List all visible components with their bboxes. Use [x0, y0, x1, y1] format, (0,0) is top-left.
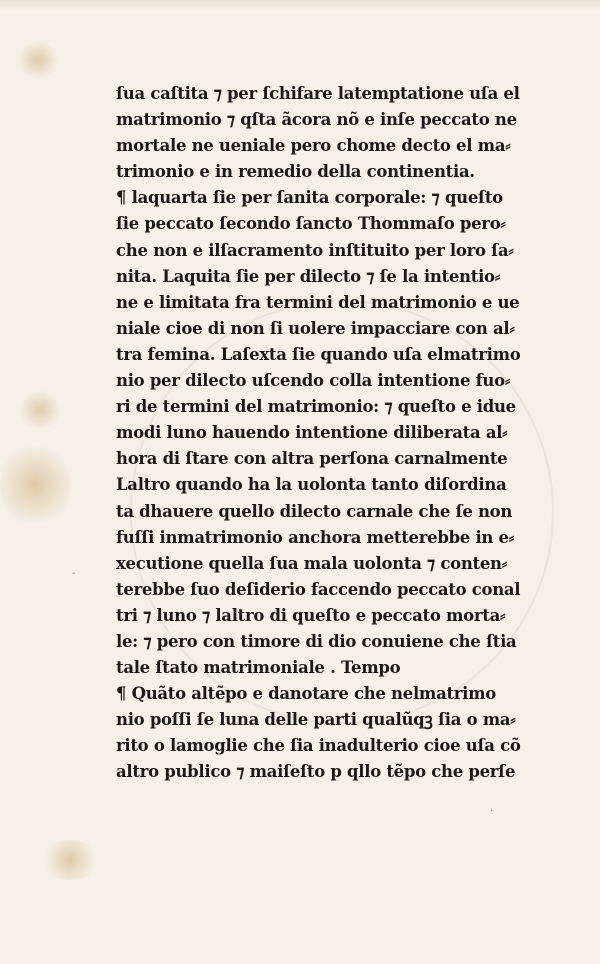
text-line: tale ſtato matrimoniale . Tempo	[116, 658, 401, 678]
text-line: che non e ilſacramento inſtituito per loro ſa⸗	[116, 240, 514, 260]
text-line: le: ⁊ pero con timore di dio conuiene che ſtia	[116, 631, 517, 651]
text-line: nio per dilecto uſcendo colla intentione fuo⸗	[116, 371, 511, 391]
text-line: tra femina. Laſexta ſie quando uſa elmatrimo	[116, 344, 521, 364]
text-line: ¶ laquarta ſie per ſanita corporale: ⁊ queſto	[116, 188, 503, 208]
text-line: ſie peccato ſecondo ſancto Thommaſo pero⸗	[116, 214, 506, 234]
text-line: Laltro quando ha la uolonta tanto diſordina	[116, 475, 507, 495]
paper-stain-left-middle	[20, 390, 60, 430]
text-line: modi luno hauendo intentione diliberata al⸗	[116, 423, 508, 443]
text-line: ne e limitata fra termini del matrimonio e ue	[116, 292, 520, 312]
page-top-edge	[0, 0, 600, 10]
text-line: ta dhauere quello dilecto carnale che ſe non	[116, 501, 513, 521]
text-line: altro publico ⁊ maiſeſto p qllo tẽpo che perſe	[116, 762, 516, 782]
text-line: terebbe ſuo deſiderio faccendo peccato conal	[116, 579, 521, 599]
text-line: ¶ Quãto altẽpo e danotare che nelmatrimo	[116, 684, 497, 704]
text-line: niale cioe di non ſi uolere impacciare con al⸗	[116, 318, 515, 338]
text-line: rito o lamoglie che ſia inadulterio cioe uſa cõ	[116, 736, 521, 756]
paper-stain-bottom-left	[40, 840, 100, 880]
text-line: trimonio e in remedio della continentia.	[116, 162, 475, 182]
text-line: nio poſſi ſe luna delle parti qualũqꝫ ſia o ma⸗	[116, 710, 516, 730]
text-column	[116, 81, 536, 786]
text-line: matrimonio ⁊ qſta ãcora nõ e inſe peccato ne	[116, 110, 517, 130]
text-line: tri ⁊ luno ⁊ laltro di queſto e peccato morta⸗	[116, 605, 506, 625]
text-line: fuſſi inmatrimonio anchora metterebbe in e⸗	[116, 527, 514, 547]
text-line: ſua caſtita ⁊ per ſchifare latemptatione uſa el	[116, 84, 520, 103]
paper-stain-left-edge	[0, 440, 70, 530]
margin-mark: ·	[490, 806, 494, 817]
text-line: xecutione quella ſua mala uolonta ⁊ conten⸗	[116, 553, 507, 573]
margin-mark: -	[72, 568, 76, 579]
paper-stain-top-left	[18, 40, 58, 80]
text-line: mortale ne ueniale pero chome decto el ma⸗	[116, 136, 511, 156]
text-line: ri de termini del matrimonio: ⁊ queſto e idue	[116, 397, 516, 417]
text-line: hora di ſtare con altra perſona carnalmente	[116, 449, 508, 469]
text-line: nita. Laquita ſie per dilecto ⁊ ſe la intentio⸗	[116, 266, 500, 286]
